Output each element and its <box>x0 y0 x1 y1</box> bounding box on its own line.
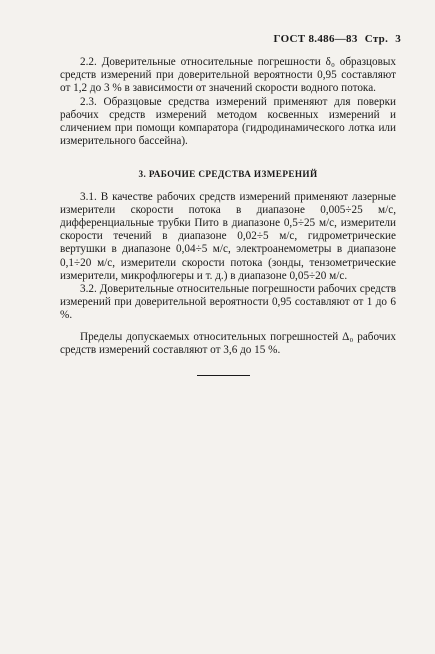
paragraph-error-limits: Пределы допускаемых относительных погрешностей Δ₀ рабочих средств измерений составляют от 3,6 до 15 %. <box>60 330 396 356</box>
paragraph-2-3: 2.3. Образцовые средства измерений применяют для поверки рабочих средств измерений методом косвенных измерений и сличением при помощи компаратора (гидродинамического лотка или измерительного бассейна). <box>60 95 396 148</box>
paragraph-3-2: 3.2. Доверительные относительные погрешности рабочих средств измерений при доверительной вероятности 0,95 составляют от 1 до 6 %. <box>60 283 396 322</box>
document-body <box>60 56 396 357</box>
page-header <box>270 33 401 45</box>
section-3-title: 3. РАБОЧИЕ СРЕДСТВА ИЗМЕРЕНИЙ <box>138 169 318 180</box>
page-label: Стр. <box>364 33 389 45</box>
paragraph-3-1: 3.1. В качестве рабочих средств измерений применяют лазерные измерители скорости потока в диапазоне 0,005÷25 м/с, дифференциальные трубки Пито в диапазоне 0,5÷25 м/с, измерители скорости течений в диапазоне 0,02÷5 м/с, гидрометрические вертушки в диапазоне 0,04÷5 м/с, электроанемометры в диапазоне 0,1÷20 м/с, измерители скорости потока (зонды, тензометрические измерители, микрофлюгеры и т. д.) в диапазоне 0,05÷20 м/с. <box>60 190 396 282</box>
standard-number: ГОСТ 8.486—83 <box>273 33 358 45</box>
end-rule <box>197 375 250 376</box>
paragraph-2-2: 2.2. Доверительные относительные погрешности δ₀ образцовых средств измерений при доверительной вероятности 0,95 составляют от 1,2 до 3 % в зависимости от значений скорости водного потока. <box>60 56 396 95</box>
page-number: 3 <box>395 33 401 45</box>
